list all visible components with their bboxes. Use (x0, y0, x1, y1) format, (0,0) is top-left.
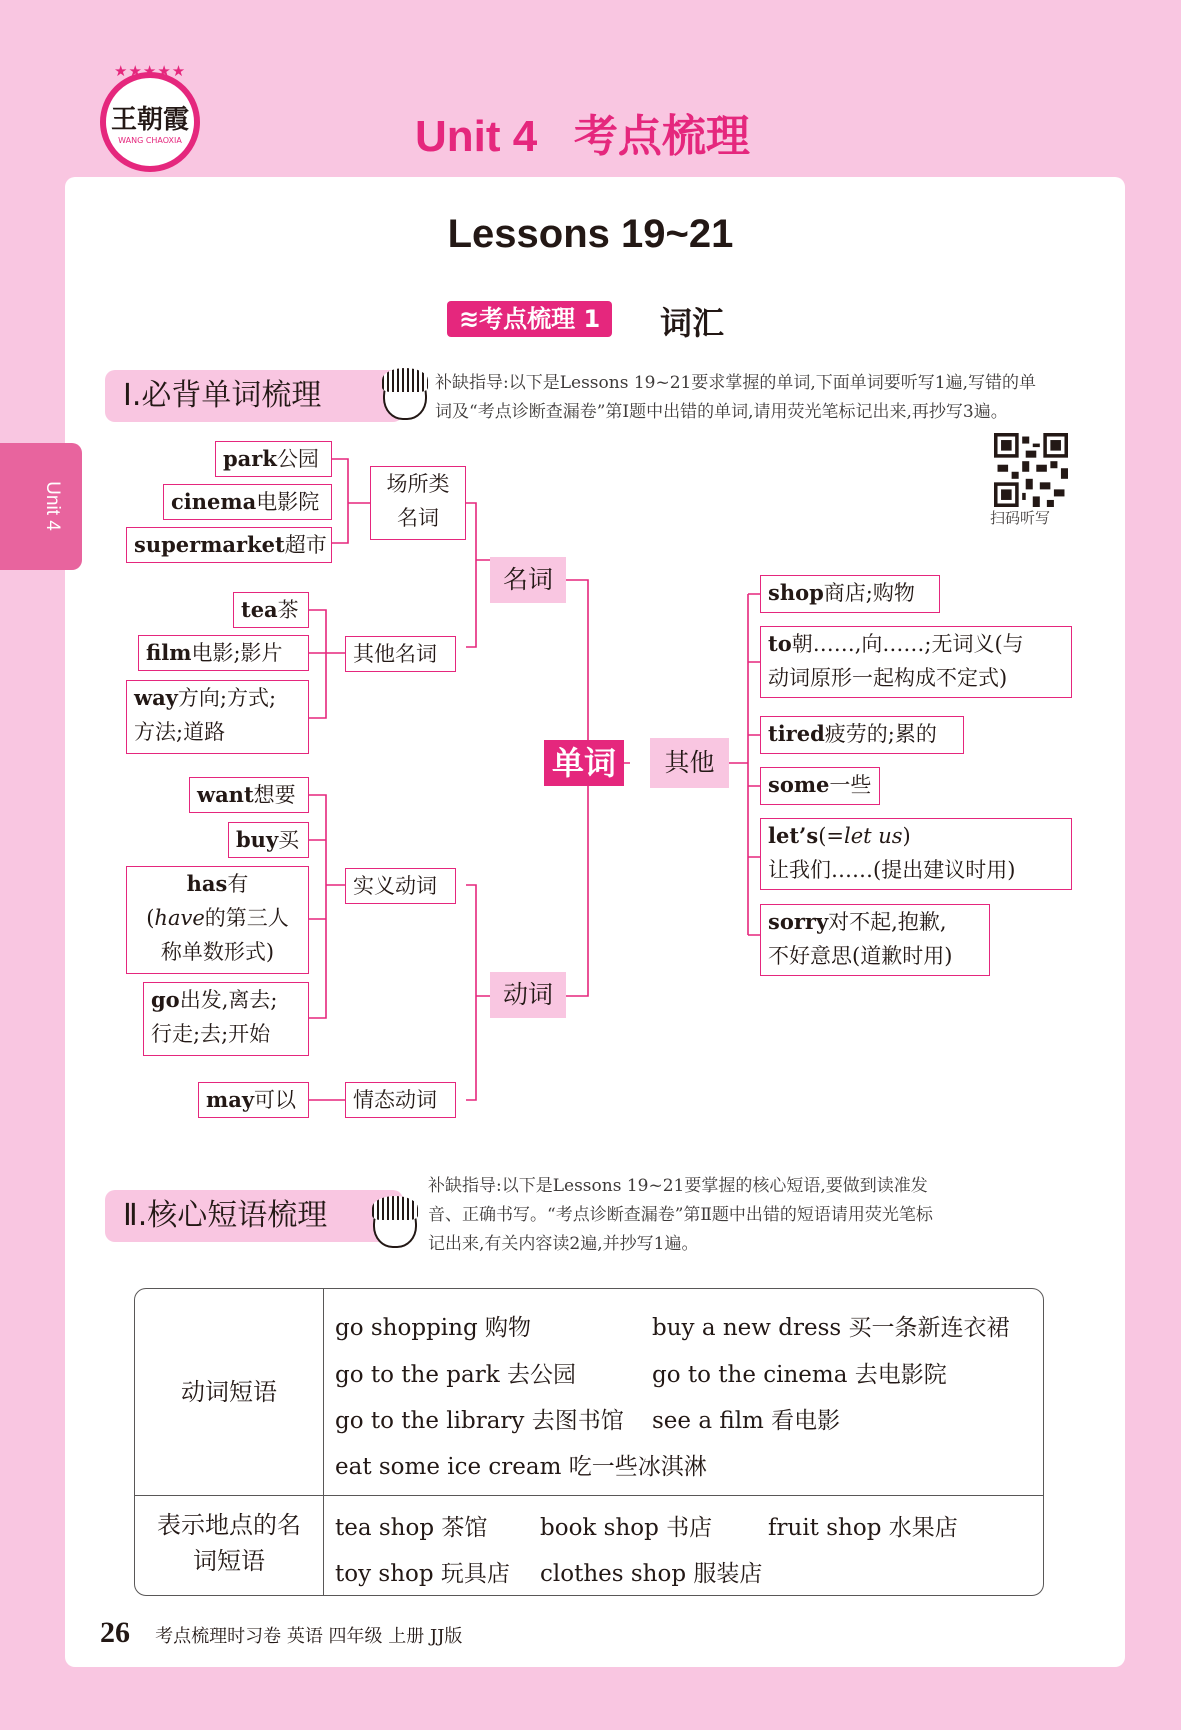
badge-topic: 词汇 (660, 304, 725, 342)
word-cinema: cinema电影院 (163, 484, 332, 520)
section1-heading: Ⅰ.必背单词梳理 (105, 370, 403, 422)
word-to: to朝……,向……;无词义(与 动词原形一起构成不定式) (760, 626, 1072, 698)
word-go: go出发,离去; 行走;去;开始 (143, 982, 309, 1056)
subcategory-other-nouns: 其他名词 (345, 636, 456, 672)
word-park: park公园 (215, 441, 332, 477)
phrase-item: book shop 书店 (540, 1515, 713, 1541)
mindmap-root: 单词 (544, 740, 624, 786)
qr-label: 扫码听写 (990, 509, 1051, 527)
crown-stars-icon: ★★★★★ (114, 62, 187, 80)
phrase-item: fruit shop 水果店 (768, 1515, 958, 1541)
section2-heading: Ⅱ.核心短语梳理 (105, 1190, 403, 1242)
section2-note: 补缺指导:以下是Lessons 19~21要掌握的核心短语,要做到读准发 音、正确书写。“考点诊断查漏卷”第Ⅱ题中出错的短语请用荧光笔标 记出来,有关内容读2遍,并抄写1遍。 (428, 1176, 933, 1254)
phrase-item: toy shop 玩具店 (335, 1561, 510, 1587)
word-film: film电影;影片 (138, 635, 309, 671)
word-tired: tired疲劳的;累的 (760, 716, 964, 754)
phrase-table (134, 1288, 1044, 1596)
phrase-item: go to the cinema 去电影院 (652, 1362, 947, 1388)
category-other: 其他 (650, 738, 729, 788)
girl-icon (373, 1200, 417, 1248)
phrase-item: go to the park 去公园 (335, 1362, 576, 1388)
subcategory-place-nouns: 场所类 名词 (370, 466, 466, 540)
subcategory-modal-verbs: 情态动词 (345, 1082, 456, 1118)
phrase-item: clothes shop 服装店 (540, 1561, 763, 1587)
word-buy: buy买 (228, 822, 309, 858)
word-sorry: sorry对不起,抱歉, 不好意思(道歉时用) (760, 904, 990, 976)
phrase-item: go shopping 购物 (335, 1315, 531, 1341)
section1-note: 补缺指导:以下是Lessons 19~21要求掌握的单词,下面单词要听写1遍,写错的单 词及“考点诊断查漏卷”第Ⅰ题中出错的单词,请用荧光笔标记出来,再抄写3遍。 (435, 373, 1036, 422)
row-head-place-phrases: 表示地点的名 词短语 (157, 1511, 301, 1575)
lessons-title: Lessons 19~21 (447, 212, 734, 256)
table-divider (323, 1289, 324, 1595)
word-want: want想要 (189, 777, 309, 813)
phrase-item: eat some ice cream 吃一些冰淇淋 (335, 1454, 707, 1480)
phrase-item: see a film 看电影 (652, 1408, 841, 1434)
footer-text: 考点梳理时习卷 英语 四年级 上册 JJ版 (155, 1626, 463, 1647)
word-tea: tea茶 (233, 592, 309, 628)
phrase-item: buy a new dress 买一条新连衣裙 (652, 1315, 1010, 1341)
logo-subtext: WANG CHAOXIA (118, 136, 182, 145)
section-badge: ≋考点梳理 1 (447, 301, 612, 337)
word-some: some一些 (760, 767, 880, 805)
phrase-item: go to the library 去图书馆 (335, 1408, 624, 1434)
page-footer (100, 1616, 462, 1650)
word-may: may可以 (198, 1082, 309, 1118)
logo-brand: 王朝霞 (110, 105, 189, 135)
row-head-verb-phrases: 动词短语 (181, 1378, 277, 1406)
phrase-item: tea shop 茶馆 (335, 1515, 488, 1541)
subcategory-real-verbs: 实义动词 (345, 868, 456, 904)
word-shop: shop商店;购物 (760, 575, 940, 613)
word-supermarket: supermarket超市 (126, 527, 332, 563)
word-lets: let’s(=let us) 让我们……(提出建议时用) (760, 818, 1072, 890)
category-verb: 动词 (490, 972, 566, 1018)
word-way: way方向;方式; 方法;道路 (126, 680, 309, 754)
unit-title: Unit 4 考点梳理 (415, 112, 750, 161)
word-has: has有 (have的第三人 称单数形式) (126, 866, 309, 974)
table-divider (135, 1495, 1043, 1496)
side-tab-label: Unit 4 (42, 481, 63, 531)
category-noun: 名词 (490, 557, 566, 603)
page-number: 26 (100, 1616, 130, 1649)
